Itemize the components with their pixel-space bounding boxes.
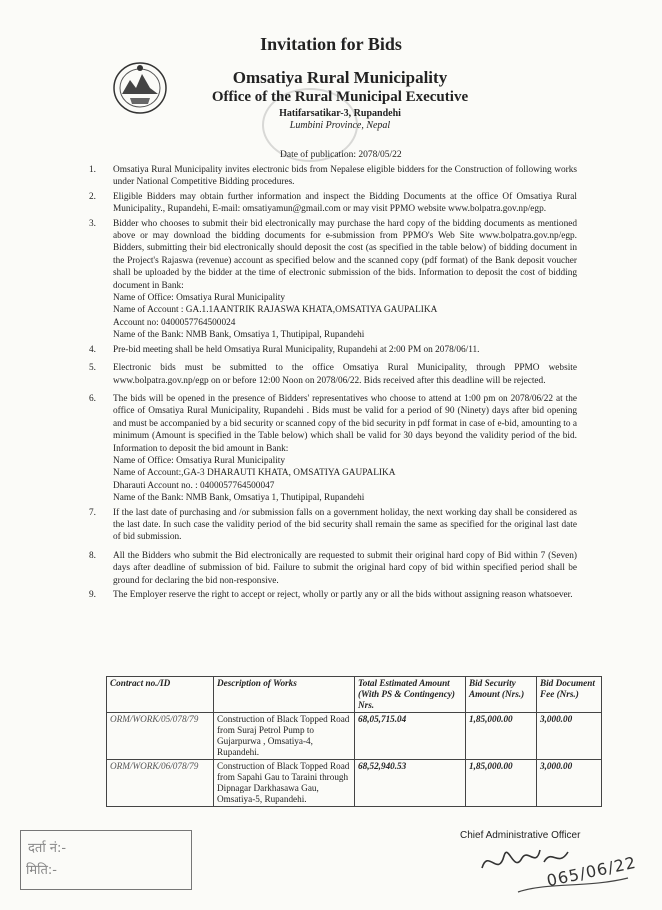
table-row <box>107 760 602 807</box>
security-amount: 1,85,000.00 <box>466 760 537 807</box>
estimated-amount: 68,05,715.04 <box>355 713 466 760</box>
list-item <box>89 589 577 601</box>
work-description: Construction of Black Topped Road from Sapahi Gau to Taraini through Dipnagar Darkhasawa Gau, Omsatiya-5, Rupandehi. <box>214 760 355 807</box>
security-amount: 1,85,000.00 <box>466 713 537 760</box>
bank-info-line: Name of Office: Omsatiya Rural Municipality <box>113 293 286 304</box>
col-contract: Contract no./ID <box>107 677 214 713</box>
item-number: 9. <box>89 590 96 600</box>
item-number: 1. <box>89 165 96 175</box>
table-row <box>107 713 602 760</box>
list-item <box>89 344 577 356</box>
bank-info-line: Name of the Bank: NMB Bank, Omsatiya 1, Thutipipal, Rupandehi <box>113 493 365 504</box>
list-item <box>89 164 577 189</box>
stamp-line: मिति:- <box>26 863 57 878</box>
org-name: Omsatiya Rural Municipality <box>232 68 448 87</box>
item-number: 8. <box>89 550 96 561</box>
document-fee: 3,000.00 <box>537 713 602 760</box>
province: Lumbini Province, Nepal <box>289 120 391 131</box>
item-text: The Employer reserve the right to accept or reject, wholly or partly any or all the bids without assigning reason whatsoever. <box>113 590 573 600</box>
contract-id: ORM/WORK/06/078/79 <box>107 760 214 807</box>
item-number: 4. <box>89 344 96 355</box>
list-item <box>89 218 577 342</box>
list-item <box>89 393 577 505</box>
col-security: Bid Security Amount (Nrs.) <box>466 677 537 713</box>
item-number: 5. <box>89 363 96 374</box>
estimated-amount: 68,52,940.53 <box>355 760 466 807</box>
col-amount: Total Estimated Amount (With PS & Contingency) Nrs. <box>355 677 466 713</box>
col-description: Description of Works <box>214 677 355 713</box>
item-text: Pre-bid meeting shall be held Omsatiya Rural Municipality, Rupandehi at 2:00 PM on 2078/06/11. <box>113 344 480 355</box>
page-title: Invitation for Bids <box>260 34 402 54</box>
col-fee: Bid Document Fee (Nrs.) <box>537 677 602 713</box>
work-description: Construction of Black Topped Road from Suraj Petrol Pump to Gujarpurwa , Omsatiya-4, Rupandehi. <box>214 713 355 760</box>
address: Hatifarsatikar-3, Rupandehi <box>279 108 401 119</box>
list-item <box>89 191 577 216</box>
item-text: All the Bidders who submit the Bid electronically are requested to submit their original hard copy of Bid within 7 (Seven) days after deadline of submission of bid. Failure to submit the original hard copy of bid within specified period shall be ground for declaring the bid non-responsive. <box>113 550 577 586</box>
office-name: Office of the Rural Municipal Executive <box>211 89 469 105</box>
table-header-row <box>107 677 602 713</box>
publication-date: Date of publication: 2078/05/22 <box>280 150 402 160</box>
item-text: If the last date of purchasing and /or submission falls on a government holiday, the next working day shall be considered as the last date. In such case the validity period of the bid security shall remain the same as specified for the original last date of bid submission. <box>113 507 577 543</box>
item-text: The bids will be opened in the presence of Bidders' representatives who choose to attend at 1:00 pm on 2078/06/22 at the office of Omsatiya Rural Municipality, Rupandehi . Bids must be valid for a period of 90 (Ninety) days after bid opening and must be accompanied by a bid security or scanned copy of the bid security in pdf format in case of e-bid, amounting to a minimum (Amount is specified in the Table below) which shall be valid for 30 days beyond the validity period of the bid. Information to deposit the bid amount in Bank: <box>113 393 577 454</box>
document-fee: 3,000.00 <box>537 760 602 807</box>
notice-list <box>89 164 577 603</box>
bank-info-line: Name of Account:,GA-3 DHARAUTI KHATA, OMSATIYA GAUPALIKA <box>113 468 396 479</box>
contract-id: ORM/WORK/05/078/79 <box>107 713 214 760</box>
bank-info-line: Name of Office: Omsatiya Rural Municipality <box>113 455 286 466</box>
item-number: 6. <box>89 393 96 404</box>
bank-info-line: Name of Account : GA.1.1AANTRIK RAJASWA KHATA,OMSATIYA GAUPALIKA <box>113 305 438 316</box>
list-item <box>89 550 577 587</box>
bank-info-line: Name of the Bank: NMB Bank, Omsatiya 1, Thutipipal, Rupandehi <box>113 330 365 341</box>
item-number: 2. <box>89 191 96 202</box>
bid-table <box>106 676 602 807</box>
list-item <box>89 507 577 544</box>
stamp-line: दर्ता नं:- <box>28 841 67 856</box>
item-text: Electronic bids must be submitted to the office Omsatiya Rural Municipality, through PPMO website www.bolpatra.gov.np/egp on or before 12:00 Noon on 2078/06/22. Bids received after this deadline will be rejected. <box>113 363 577 386</box>
item-text: Eligible Bidders may obtain further information and inspect the Bidding Documents at the office Of Omsatiya Rural Municipality., Rupandehi, E-mail: omsatiyamun@gmail.com or may visit PPMO website www.bolpatra.gov.np/egp. <box>113 191 577 215</box>
item-text: Omsatiya Rural Municipality invites electronic bids from Nepalese eligible bidders for the Construction of following works under National Competitive Bidding procedures. <box>113 165 577 188</box>
signature-date: 065/06/22 <box>545 852 639 891</box>
list-item <box>89 362 577 387</box>
item-number: 7. <box>89 507 96 518</box>
item-text: Bidder who chooses to submit their bid electronically may purchase the hard copy of the bidding documents as mentioned above or may download the bidding documents for e-submission from PPMO's Web Site www.bolpatra.gov.np/egp. Bidders, submitting their bid electronically should deposit the cost (as specified in the table below) of bidding document in the Project's Rajaswa (revenue) account as specified below and the scanned copy (pdf format) of the Bank deposit voucher shall be uploaded by the bidder at the time of electronic submission of the bids. Information to deposit the cost of bidding document in Bank: <box>113 218 577 291</box>
bank-info-line: Account no: 0400057764500024 <box>113 317 236 328</box>
signer-title: Chief Administrative Officer <box>460 830 581 841</box>
item-number: 3. <box>89 218 96 229</box>
bank-info-line: Dharauti Account no. : 0400057764500047 <box>113 480 275 491</box>
